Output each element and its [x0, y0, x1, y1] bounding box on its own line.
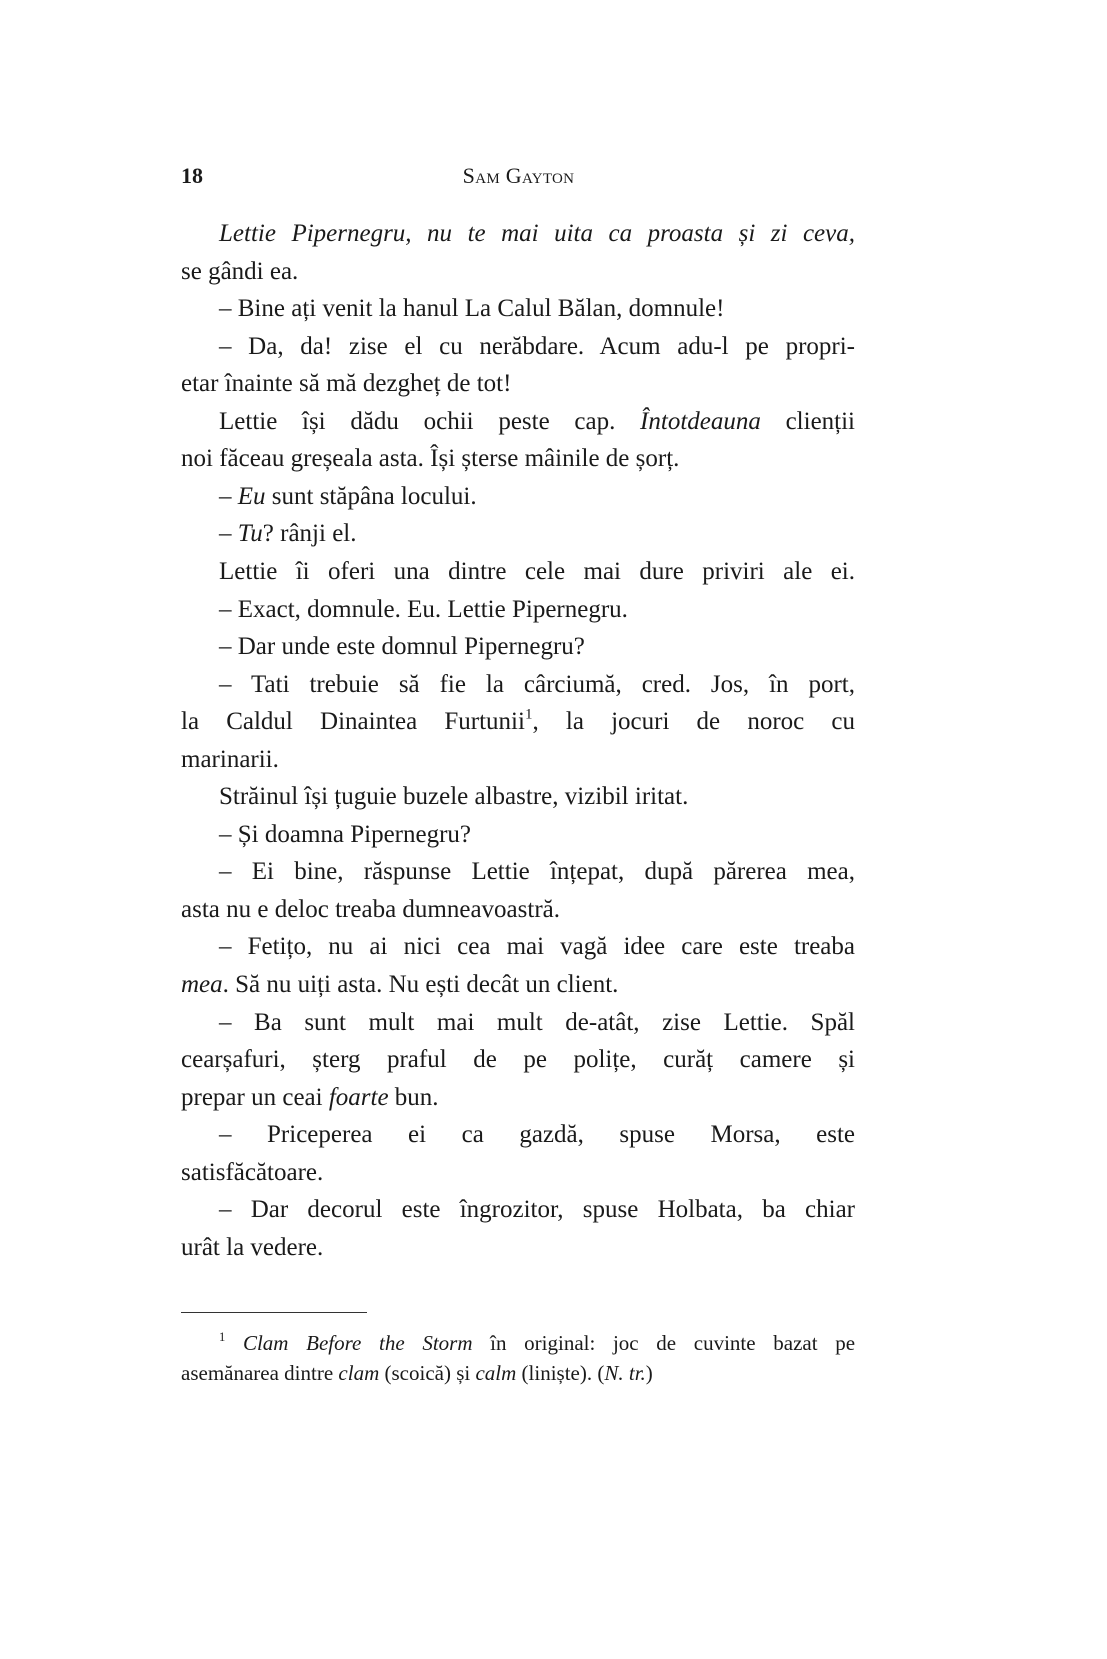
text-line	[181, 595, 855, 625]
text-run: prepar un ceai	[181, 1083, 329, 1111]
text-run: cearșafuri, șterg praful de pe polițe, curăț camere și	[181, 1046, 855, 1074]
italic-text: Lettie Pipernegru, nu te mai uita ca proasta și zi ceva,	[219, 220, 855, 247]
text-run: la Caldul Dinaintea Furtunii	[181, 708, 525, 736]
text-run: . Să nu uiți asta. Nu ești decât un client.	[222, 971, 619, 998]
text-line	[181, 1233, 855, 1263]
text-run: în original: joc de cuvinte bazat pe	[472, 1331, 855, 1355]
text-line	[181, 557, 855, 587]
text-run: ? rânji el.	[262, 520, 357, 548]
page-number: 18	[181, 163, 203, 188]
text-run: Lettie îi oferi una dintre cele mai dure priviri ale ei.	[219, 557, 855, 585]
text-run: – Dar unde este domnul Pipernegru?	[219, 633, 585, 661]
italic-text: mea	[181, 971, 223, 998]
text-line	[181, 294, 855, 324]
text-run: – Și doamna Pipernegru?	[219, 820, 472, 848]
text-run: Străinul își țuguie buzele albastre, vizibil iritat.	[219, 783, 689, 811]
text-run: sunt stăpâna locului.	[265, 482, 477, 510]
text-run: (scoică) și	[379, 1361, 476, 1385]
text-run: asemănarea dintre	[181, 1361, 339, 1385]
text-line	[181, 219, 855, 249]
italic-text: Întotdeauna	[640, 407, 761, 435]
text-run: )	[645, 1361, 653, 1385]
text-run: se gândi ea.	[181, 257, 299, 285]
footnote-marker: 1	[524, 707, 533, 723]
text-line	[181, 482, 855, 512]
running-title: Sam Gayton	[462, 163, 575, 188]
text-run: bun.	[388, 1083, 439, 1111]
text-line	[181, 1083, 855, 1113]
text-run: (liniște). (	[516, 1361, 605, 1385]
footnote-line	[181, 1330, 855, 1356]
text-line	[181, 369, 855, 399]
text-run: – Tati trebuie să fie la cârciumă, cred. Jos, în port,	[219, 670, 855, 698]
text-line	[181, 1045, 855, 1075]
text-line	[181, 670, 855, 700]
text-line	[181, 782, 855, 812]
text-line	[181, 444, 855, 474]
text-run: , la jocuri de noroc cu	[532, 708, 855, 736]
footnote-divider	[181, 1312, 367, 1313]
text-line	[181, 1195, 855, 1225]
italic-text: foarte	[328, 1083, 389, 1111]
text-run: urât la vedere.	[181, 1233, 324, 1261]
text-run: – Ba sunt mult mai mult de-atât, zise Lettie. Spăl	[219, 1008, 855, 1036]
text-line	[181, 257, 855, 287]
italic-text: Clam Before the Storm	[242, 1331, 473, 1355]
text-run: etar înainte să mă dezgheț de tot!	[181, 370, 512, 398]
text-run: –	[219, 482, 238, 510]
text-run: –	[219, 520, 238, 548]
text-line	[181, 519, 855, 549]
text-run	[225, 1331, 243, 1355]
text-run: marinarii.	[181, 745, 279, 773]
text-run: clienții	[760, 407, 855, 435]
footnote-marker: 1	[219, 1330, 226, 1345]
text-line	[181, 407, 855, 437]
text-line	[181, 332, 855, 362]
text-run: – Da, da! zise el cu nerăbdare. Acum adu-l pe propri-	[219, 332, 855, 360]
text-line	[181, 1158, 855, 1188]
text-run: – Fetițo, nu ai nici cea mai vagă idee care este treaba	[219, 933, 855, 961]
text-run: – Ei bine, răspunse Lettie înțepat, după părerea mea,	[219, 858, 855, 886]
italic-text: calm	[475, 1361, 517, 1385]
text-line	[181, 820, 855, 850]
text-run: noi făceau greșeala asta. Își șterse mâinile de șorț.	[181, 445, 680, 473]
text-run: – Dar decorul este îngrozitor, spuse Holbata, ba chiar	[219, 1196, 855, 1224]
text-line	[181, 932, 855, 962]
text-line	[181, 707, 855, 737]
text-run: Lettie își dădu ochii peste cap.	[219, 407, 641, 435]
text-line	[181, 745, 855, 775]
text-line	[181, 970, 855, 1000]
footnote-line	[181, 1360, 855, 1386]
text-run: – Exact, domnule. Eu. Lettie Pipernegru.	[219, 595, 628, 623]
text-line	[181, 895, 855, 925]
text-line	[181, 632, 855, 662]
text-line	[181, 857, 855, 887]
italic-text: clam	[338, 1361, 380, 1385]
text-line	[181, 1120, 855, 1150]
text-run: satisfăcătoare.	[181, 1158, 324, 1186]
italic-text: N. tr.	[604, 1361, 646, 1385]
text-run: asta nu e deloc treaba dumneavoastră.	[181, 895, 560, 923]
italic-text: Tu	[237, 520, 263, 548]
text-line	[181, 1008, 855, 1038]
italic-text: Eu	[237, 482, 266, 510]
text-run: – Priceperea ei ca gazdă, spuse Morsa, este	[219, 1121, 855, 1149]
text-run: – Bine ați venit la hanul La Calul Bălan, domnule!	[219, 295, 725, 323]
